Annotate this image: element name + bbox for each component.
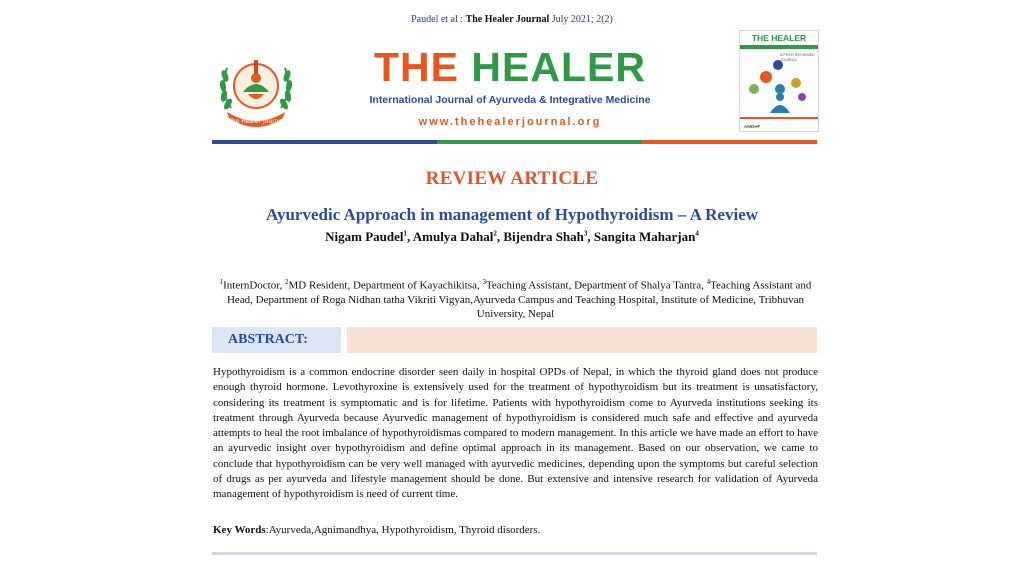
section-divider xyxy=(212,552,817,555)
color-bar-segment xyxy=(437,140,642,144)
abstract-body: Hypothyroidism is a common endocrine disorder seen daily in hospital OPDs of Nepal, in which the thyroid gland does not produce enough thyroid hormone. Levothyroxine is extensively used for the treatment of hypothyroidism but its treatment is unsatisfactory, considering its treatment is symptomatic and is for lifetime. Patients with hypothyroidism come to Ayurveda institutions seeking its treatment through Ayurveda because Ayurvedic management of hypothyroidism is considered much safe and effective and ayurveda attempts to heal the root imbalance of hypothyroidismas compared to modern management. In this article we have made an effort to have an ayurvedic insight over hypothyroidism and define optimal approach in its management. Based on our observation, we came to conclude that hypothyroidism can be very well managed with ayurvedic medicines, depending upon the symptoms but careful selection of drugs as per ayurveda and lifestyle management should be done. But extensive and intensive research for validation of Ayurveda management of hypothyroidism is need of current time. xyxy=(213,366,818,501)
article-type-heading: REVIEW ARTICLE xyxy=(425,168,599,189)
affiliation-text: MD Resident, Department of Kayachikitsa, xyxy=(288,279,483,292)
journal-cover-thumbnail xyxy=(739,30,819,132)
color-bar-segment xyxy=(642,140,817,144)
author-name: Bijendra Shah xyxy=(503,229,584,244)
author-list: Nigam Paudel$^1$, Amulya Dahal$^2$, Bijendra Shah$^3$, Sangita Maharjan$^4$ xyxy=(325,229,699,244)
cover-meditation-illustration xyxy=(740,31,818,131)
citation-issue: July 2021; 2(2) xyxy=(551,14,613,25)
author-affiliation-marker: 2 xyxy=(493,229,497,238)
abstract-header-band xyxy=(347,327,817,353)
affiliation-text: Teaching Assistant and Head, Department of Roga Nidhan tatha Vikriti Vigyan,Ayurveda Campus and Teaching Hospital, Institute of Medicine, Tribhuvan University, Nepal xyxy=(226,279,812,320)
cover-tagline: A PEER REVIEWED JOURNAL xyxy=(780,53,816,62)
author-affiliation-marker: 3 xyxy=(583,229,588,238)
running-header-citation xyxy=(0,14,1024,25)
affiliation-text: Teaching Assistant, Department of Shalya Tantra, xyxy=(485,279,707,292)
journal-title-the: THE xyxy=(374,44,459,90)
citation-journal: The Healer Journal xyxy=(465,14,550,25)
author-affiliation-marker: 4 xyxy=(695,229,699,238)
keywords-label: Key Words xyxy=(213,524,266,536)
journal-url-link[interactable]: www.thehealerjournal.org xyxy=(418,116,602,128)
author-name: Sangita Maharjan xyxy=(593,229,696,244)
author-name: Nigam Paudel xyxy=(325,229,404,244)
affiliation-marker: 1 xyxy=(219,278,224,286)
citation-authors: Paudel et al : xyxy=(411,14,464,25)
abstract-label: ABSTRACT: xyxy=(212,327,341,353)
author-affiliation-marker: 1 xyxy=(403,229,407,238)
seal-ribbon-text: The Healer Journal xyxy=(228,118,284,125)
color-bar-segment xyxy=(212,140,437,144)
cover-footer: AMDHF xyxy=(744,124,761,129)
article-title: Ayurvedic Approach in management of Hypothyroidism – A Review xyxy=(265,205,759,224)
affiliation-marker: 2 xyxy=(284,278,289,286)
affiliation-marker: 3 xyxy=(482,278,486,286)
author-affiliations xyxy=(213,275,818,321)
masthead-color-bar xyxy=(212,140,817,144)
author-name: Amulya Dahal xyxy=(412,229,494,244)
affiliation-marker: 4 xyxy=(706,278,711,286)
journal-title-healer: HEALER xyxy=(471,44,646,90)
keywords-list: :Ayurveda,Agnimandhya, Hypothyroidism, Thyroid disorders. xyxy=(265,524,541,536)
journal-subtitle: International Journal of Ayurveda & Integrative Medicine xyxy=(369,94,651,106)
journal-title xyxy=(360,44,660,90)
keywords-line xyxy=(213,524,818,536)
journal-seal-logo xyxy=(213,46,299,132)
affiliation-text: InternDoctor, xyxy=(223,279,285,292)
cover-title: THE HEALER xyxy=(751,33,807,43)
journal-masthead xyxy=(360,44,660,128)
